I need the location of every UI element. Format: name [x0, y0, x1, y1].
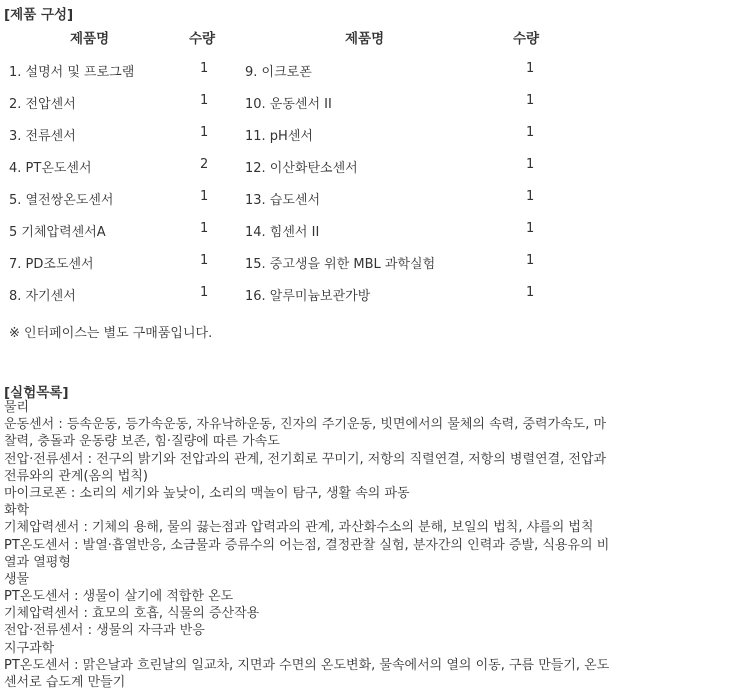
product-qty: 1: [200, 93, 209, 108]
experiment-line: 열과 열평형: [4, 554, 71, 570]
header-name-right: 제품명: [345, 31, 385, 47]
product-qty: 1: [526, 157, 535, 172]
experiment-line: 마이크로폰 : 소리의 세기와 높낮이, 소리의 맥놀이 탐구, 생활 속의 파동: [4, 485, 410, 501]
product-qty: 1: [526, 285, 535, 300]
product-qty: 1: [200, 61, 209, 76]
product-name: 14. 힘센서 II: [245, 225, 320, 240]
product-qty: 1: [526, 189, 535, 204]
product-name: 10. 운동센서 II: [245, 97, 332, 112]
header-qty-left: 수량: [189, 31, 216, 47]
experiment-line: 운동센서 : 등속운동, 등가속운동, 자유낙하운동, 진자의 주기운동, 빗면에서의 물체의 속력, 중력가속도, 마: [4, 417, 607, 433]
experiment-section-heading: [실험목록]: [4, 385, 69, 401]
product-qty: 1: [526, 93, 535, 108]
product-name: 13. 습도센서: [245, 193, 321, 208]
product-name: 3. 전류센서: [9, 129, 76, 144]
product-name: 4. PT온도센서: [9, 161, 92, 176]
product-qty: 1: [526, 221, 535, 236]
experiment-line: 기체압력센서 : 효모의 호흡, 식물의 증산작용: [4, 606, 260, 622]
experiment-line: 생물: [4, 571, 30, 587]
experiment-list: [4, 399, 730, 691]
purchase-note: ※ 인터페이스는 별도 구매품입니다.: [9, 326, 213, 341]
experiment-line: 전류와의 관계(옴의 법칙): [4, 468, 148, 484]
experiment-line: 센서로 습도계 만들기: [4, 675, 126, 690]
product-name: 12. 이산화탄소센서: [245, 161, 358, 176]
product-qty: 1: [200, 285, 209, 300]
product-name: 5 기체압력센서A: [9, 225, 106, 240]
product-name: 2. 전압센서: [9, 97, 76, 112]
product-name: 11. pH센서: [245, 129, 313, 144]
product-name: 16. 알루미늄보관가방: [245, 289, 371, 304]
experiment-line: 전압·전류센서 : 전구의 밝기와 전압과의 관계, 전기회로 꾸미기, 저항의 직렬연결, 저항의 병렬연결, 전압과: [4, 451, 607, 467]
product-qty: 1: [526, 125, 535, 140]
experiment-line: 전압·전류센서 : 생물의 자극과 반응: [4, 623, 205, 639]
experiment-line: PT온도센서 : 생물이 살기에 적합한 온도: [4, 589, 234, 605]
header-qty-right: 수량: [513, 31, 540, 47]
experiment-line: 찰력, 충돌과 운동량 보존, 힘·질량에 따른 가속도: [4, 434, 280, 450]
header-name-left: 제품명: [70, 31, 110, 47]
product-qty: 2: [200, 157, 209, 172]
experiment-line: PT온도센서 : 발열·흡열반응, 소금물과 증류수의 어는점, 결정관찰 실험, 분자간의 인력과 증발, 식용유의 비: [4, 537, 610, 553]
product-qty: 1: [200, 253, 209, 268]
product-qty: 1: [200, 221, 209, 236]
experiment-line: 지구과학: [4, 640, 55, 656]
experiment-line: 화학: [4, 503, 30, 519]
product-name: 5. 열전쌍온도센서: [9, 193, 114, 208]
product-qty: 1: [200, 125, 209, 140]
product-name: 9. 이크로폰: [245, 65, 312, 80]
product-name: 15. 중고생을 위한 MBL 과학실험: [245, 257, 436, 272]
experiment-line: 기체압력센서 : 기체의 용해, 물의 끓는점과 압력과의 관계, 과산화수소의 분해, 보일의 법칙, 샤를의 법칙: [4, 520, 594, 536]
experiment-line: PT온도센서 : 맑은날과 흐린날의 일교차, 지면과 수면의 온도변화, 물속에서의 열의 이동, 구름 만들기, 온도: [4, 657, 610, 673]
product-qty: 1: [526, 253, 535, 268]
product-name: 7. PD조도센서: [9, 257, 94, 272]
product-name: 8. 자기센서: [9, 289, 76, 304]
product-qty: 1: [526, 61, 535, 76]
product-qty: 1: [200, 189, 209, 204]
experiment-line: 물리: [4, 400, 30, 415]
product-name: 1. 설명서 및 프로그램: [9, 65, 135, 80]
product-section-heading: [제품 구성]: [4, 7, 74, 23]
